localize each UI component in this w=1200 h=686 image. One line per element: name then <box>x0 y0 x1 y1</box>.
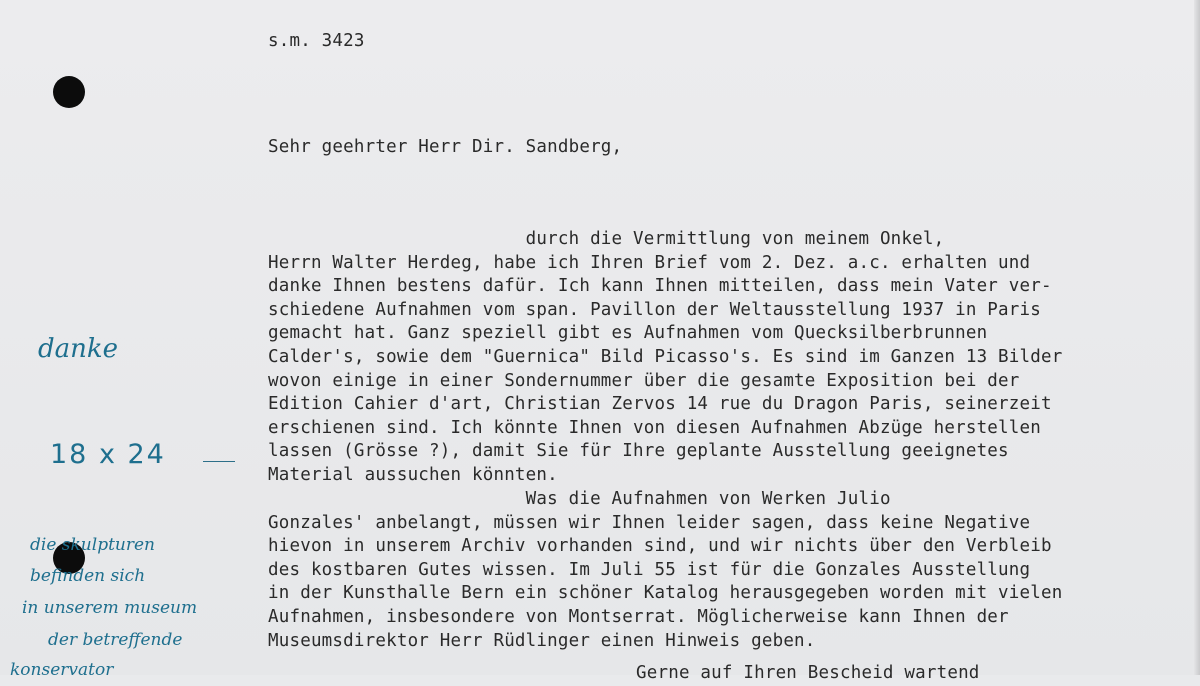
letter-line: hievon in unserem Archiv vorhanden sind, und wir nichts über den Verbleib <box>268 536 1052 557</box>
letter-line: Calder's, sowie dem "Guernica" Bild Picasso's. Es sind im Ganzen 13 Bilder <box>268 347 1063 367</box>
margin-note-size: 18 x 24 <box>50 439 166 470</box>
letter-line: Herrn Walter Herdeg, habe ich Ihren Brief vom 2. Dez. a.c. erhalten und <box>268 252 1031 273</box>
margin-note-line: befinden sich <box>30 566 146 586</box>
margin-note-line: konservator <box>10 660 114 680</box>
letter-line: Edition Cahier d'art, Christian Zervos 14 rue du Dragon Paris, seinerzeit <box>268 394 1052 415</box>
letter-line: in der Kunsthalle Bern ein schöner Katalog herausgegeben worden mit vielen <box>268 583 1063 604</box>
margin-dash <box>203 461 235 462</box>
letter-line: des kostbaren Gutes wissen. Im Juli 55 ist für die Gonzales Ausstellung <box>268 559 1031 580</box>
letter-line: Material aussuchen könnten. <box>268 465 558 485</box>
margin-note-line: die skulpturen <box>30 535 155 555</box>
punch-hole-top <box>53 76 85 108</box>
letter-line: erschienen sind. Ich könnte Ihnen von diesen Aufnahmen Abzüge herstellen <box>268 417 1041 438</box>
closing-line <box>268 662 980 686</box>
closing-text: Gerne auf Ihren Bescheid wartend <box>636 663 980 683</box>
reference-number: s.m. 3423 <box>268 31 365 51</box>
letter-line: lassen (Grösse ?), damit Sie für Ihre geplante Ausstellung geeignetes <box>268 441 1009 462</box>
letter-line: danke Ihnen bestens dafür. Ich kann Ihnen mitteilen, dass mein Vater ver- <box>268 276 1052 297</box>
margin-note-line: der betreffende <box>48 630 183 650</box>
letter-line: Gonzales' anbelangt, müssen wir Ihnen leider sagen, dass keine Negative <box>268 512 1031 533</box>
salutation: Sehr geehrter Herr Dir. Sandberg, <box>268 137 623 157</box>
letter-line: wovon einige in einer Sondernummer über die gesamte Exposition bei der <box>268 370 1020 391</box>
margin-note-line: in unserem museum <box>22 598 198 618</box>
letter-line: Aufnahmen, insbesondere von Montserrat. Möglicherweise kann Ihnen der <box>268 607 1009 627</box>
letter-line: schiedene Aufnahmen vom span. Pavillon der Weltausstellung 1937 in Paris <box>268 299 1041 320</box>
margin-note-danke: danke <box>38 334 119 364</box>
letter-line: durch die Vermittlung von meinem Onkel, <box>268 229 945 249</box>
letter-line: gemacht hat. Ganz speziell gibt es Aufnahmen vom Quecksilberbrunnen <box>268 323 988 344</box>
paper-edge-shadow <box>1194 0 1200 675</box>
letter-line: Was die Aufnahmen von Werken Julio <box>268 489 891 509</box>
letter-line: Museumsdirektor Herr Rüdlinger einen Hinweis geben. <box>268 630 816 651</box>
